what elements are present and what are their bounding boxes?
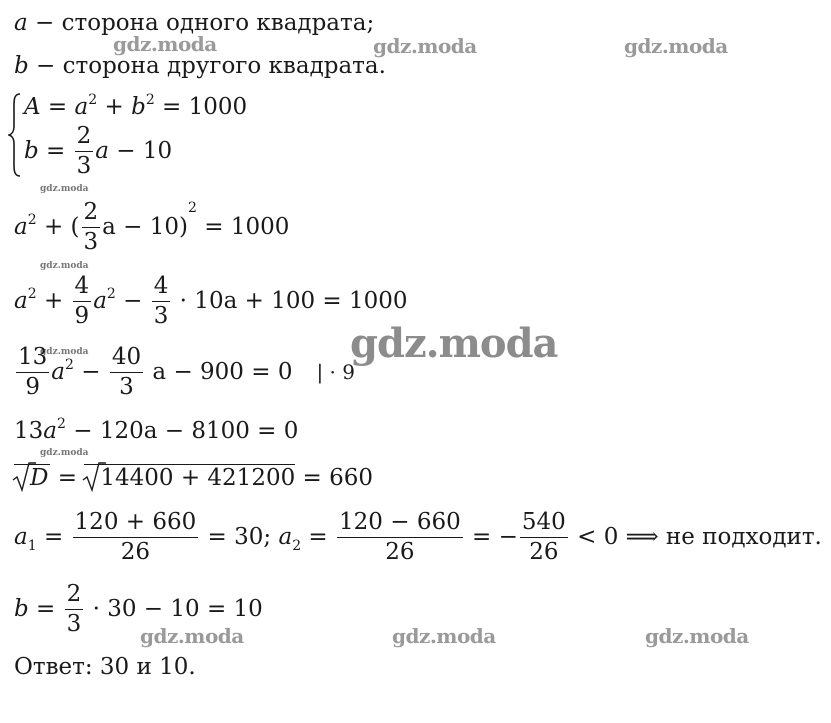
watermark: gdz.moda	[373, 34, 477, 58]
system-brace	[8, 92, 22, 178]
expanded-equation: $a^2$ + $\frac{4}{9}$ $a^2$ − $\frac{4}{3}$ · 10a + 100 = 1000	[14, 273, 408, 330]
watermark: gdz.moda	[140, 624, 244, 648]
system-equation-1: $A = a^2 + b^2 = 1000$	[24, 92, 248, 120]
definition-b: b − сторона другого квадрата.	[14, 53, 386, 79]
roots-equation: $a_1$ = $\frac{120 + 660}{26}$ = 30; $a_2$ = $\frac{120 - 660}{26}$ = − $\frac{540}{26}$ < 0 ⟹ не подходит.	[14, 509, 822, 566]
answer: Ответ: 30 и 10.	[14, 654, 196, 680]
quadratic-equation: $13a^2 - 120a - 8100 = 0$	[14, 416, 299, 444]
system-equation-2: b = $\frac{2}{3}$ a − 10	[24, 123, 173, 180]
watermark: gdz.moda	[40, 347, 89, 357]
discriminant-equation: D = 14400 + 421200 = 660	[14, 467, 373, 490]
watermark: gdz.moda	[350, 320, 558, 367]
substitution-equation: $a^2$ + ( $\frac{2}{3}$ a − 10)$^2$ = 1000	[14, 199, 290, 256]
watermark: gdz.moda	[40, 261, 89, 271]
watermark: gdz.moda	[113, 32, 217, 56]
b-calculation: b = $\frac{2}{3}$ · 30 − 10 = 10	[14, 581, 263, 638]
definition-a: a − сторона одного квадрата;	[14, 10, 375, 36]
watermark: gdz.moda	[624, 34, 728, 58]
watermark: gdz.moda	[40, 448, 89, 458]
watermark: gdz.moda	[645, 624, 749, 648]
simplified-equation: $\frac{13}{9}$ $a^2$ − $\frac{40}{3}$ a − 900 = 0 | · 9	[18, 344, 355, 401]
watermark: gdz.moda	[392, 624, 496, 648]
watermark: gdz.moda	[40, 184, 89, 194]
